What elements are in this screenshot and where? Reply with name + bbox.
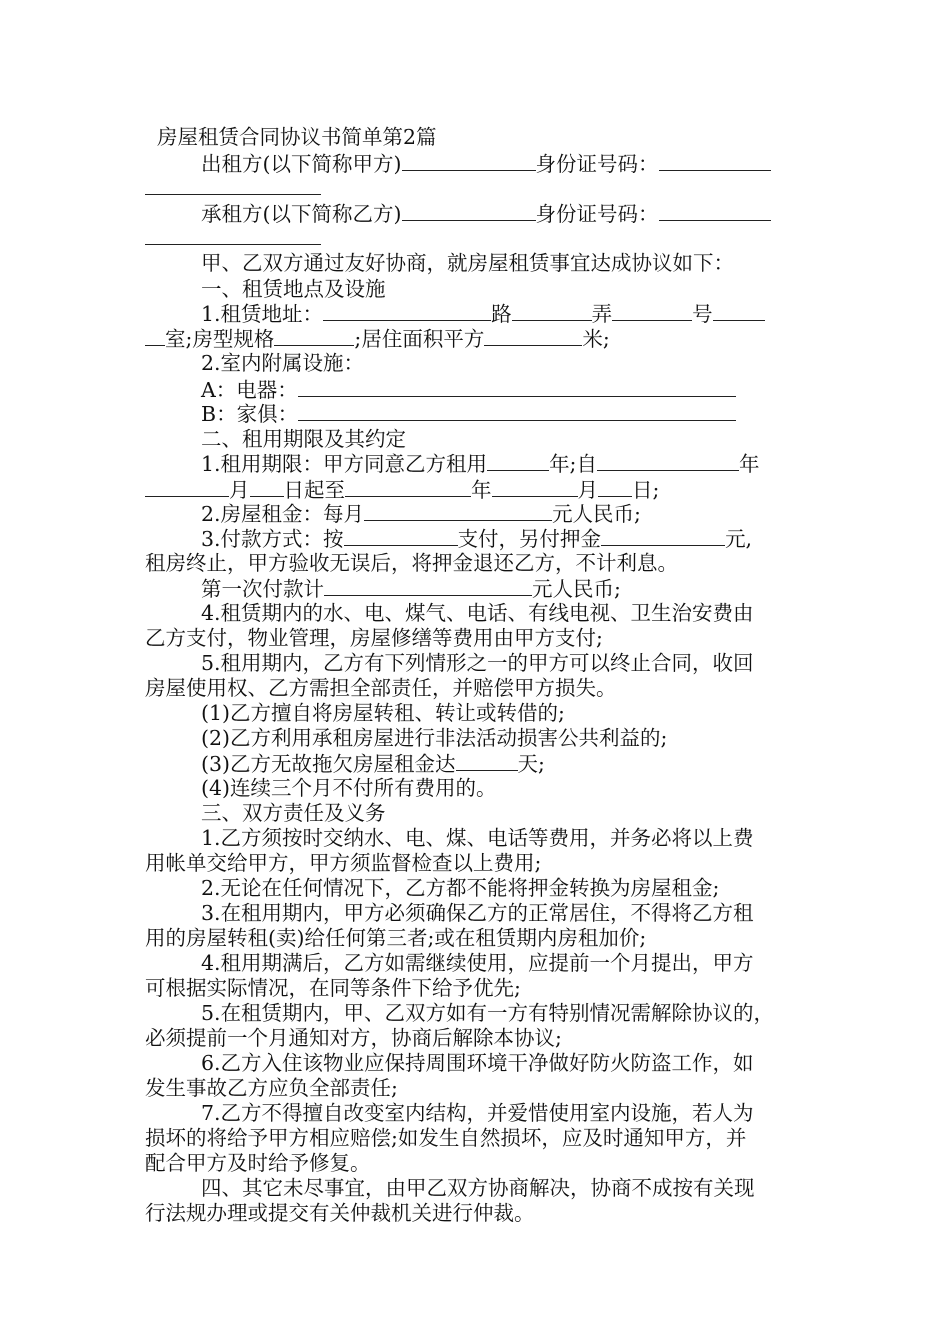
- appliance-blank: [298, 376, 736, 397]
- sub-item-1: (1)乙方擅自将房屋转租、转让或转借的;: [201, 701, 565, 725]
- lessee-id-blank-continued: [145, 244, 321, 245]
- item-5-line-1: 5.租用期内，乙方有下列情形之一的甲方可以终止合同，收回: [201, 651, 754, 675]
- rent-line: [201, 500, 641, 526]
- to-day-blank: [598, 476, 632, 497]
- area-label: ;居住面积平方: [354, 327, 485, 351]
- from-year-blank: [597, 450, 739, 471]
- road-label: 路: [491, 302, 512, 326]
- payment-line-2: 租房终止，甲方验收无误后，将押金退还乙方，不计利息。: [145, 551, 678, 575]
- duty-3-line-1: 3.在租用期内，甲方必须确保乙方的正常居住，不得将乙方租: [201, 901, 754, 925]
- section-1-heading: 一、租赁地点及设施: [201, 277, 386, 301]
- lessor-label: 出租方(以下简称甲方): [201, 152, 402, 176]
- number-blank: [713, 300, 765, 321]
- to-month-label: 月: [577, 478, 598, 502]
- section-3-heading: 三、双方责任及义务: [201, 801, 386, 825]
- address-label: 1.租赁地址：: [201, 302, 324, 326]
- duty-6-line-2: 发生事故乙方应负全部责任;: [145, 1076, 398, 1100]
- lane-blank: [612, 300, 692, 321]
- document-title: 房屋租赁合同协议书简单第2篇: [157, 125, 437, 149]
- payment-label: 3.付款方式：按: [201, 527, 344, 551]
- lessor-id-blank-continued: [145, 194, 321, 195]
- duty-5-line-1: 5.在租赁期内，甲、乙双方如有一方有特别情况需解除协议的，: [201, 1001, 775, 1025]
- deposit-unit-label: 元,: [725, 527, 753, 551]
- lane-label: 弄: [591, 302, 613, 326]
- furniture-label: B：家俱：: [201, 402, 299, 426]
- lessor-name-blank: [402, 150, 536, 171]
- term-from-label: 年;自: [549, 452, 597, 476]
- intro-paragraph: 甲、乙双方通过友好协商，就房屋租赁事宜达成协议如下：: [201, 251, 734, 275]
- to-year-blank: [345, 476, 471, 497]
- term-label: 1.租用期限：甲方同意乙方租用: [201, 452, 488, 476]
- first-payment-unit: 元人民币;: [532, 577, 621, 601]
- rent-blank: [364, 500, 552, 521]
- furniture-blank: [298, 400, 736, 421]
- item-5-line-2: 房屋使用权、乙方需担全部责任，并赔偿甲方损失。: [145, 676, 617, 700]
- first-payment-blank: [324, 575, 532, 596]
- room-label: 室;房型规格: [165, 327, 275, 351]
- term-years-blank: [487, 450, 549, 471]
- duty-4-line-1: 4.租用期满后，乙方如需继续使用，应提前一个月提出，甲方: [201, 951, 754, 975]
- room-blank: [145, 325, 165, 346]
- term-line-1: [201, 450, 759, 476]
- duty-5-line-2: 必须提前一个月通知对方，协商后解除本协议;: [145, 1026, 562, 1050]
- section-4-line-1: 四、其它未尽事宜，由甲乙双方协商解决，协商不成按有关现: [201, 1176, 755, 1200]
- sub-item-2: (2)乙方利用承租房屋进行非法活动损害公共利益的;: [201, 726, 668, 750]
- room-type-blank: [274, 325, 354, 346]
- overdue-days-blank: [456, 750, 518, 771]
- duty-3-line-2: 用的房屋转租(卖)给任何第三者;或在租赁期内房租加价;: [145, 926, 647, 950]
- item-4-line-2: 乙方支付，物业管理，房屋修缮等费用由甲方支付;: [145, 626, 603, 650]
- day-end-label: 日;: [632, 478, 660, 502]
- term-line-2: [145, 476, 659, 502]
- lessor-line: [201, 150, 771, 176]
- duty-4-line-2: 可根据实际情况，在同等条件下给予优先;: [145, 976, 521, 1000]
- deposit-label: 支付，另付押金: [457, 527, 602, 551]
- deposit-blank: [601, 525, 725, 546]
- sub-item-3: [201, 750, 545, 776]
- item-4-line-1: 4.租赁期内的水、电、煤气、电话、有线电视、卫生治安费由: [201, 601, 754, 625]
- from-day-blank: [250, 476, 284, 497]
- duty-1-line-2: 用帐单交给甲方，甲方须监督检查以上费用;: [145, 851, 542, 875]
- address-line: [201, 300, 765, 326]
- section-2-heading: 二、租用期限及其约定: [201, 427, 406, 451]
- payment-line: [201, 525, 752, 551]
- lessee-id-label: 身份证号码：: [535, 202, 659, 226]
- sub-item-3-label: (3)乙方无故拖欠房屋租金达: [201, 752, 456, 776]
- lessee-id-blank: [659, 200, 771, 221]
- meter-label: 米;: [582, 327, 610, 351]
- duty-2: 2.无论在任何情况下，乙方都不能将押金转换为房屋租金;: [201, 876, 720, 900]
- furniture-line: [201, 400, 736, 426]
- appliance-label: A：电器：: [201, 378, 298, 402]
- first-payment-line: [201, 575, 621, 601]
- duty-1-line-1: 1.乙方须按时交纳水、电、煤、电话等费用，并务必将以上费: [201, 826, 754, 850]
- first-payment-label: 第一次付款计: [201, 577, 324, 601]
- sub-item-4: (4)连续三个月不付所有费用的。: [201, 776, 497, 800]
- month-label: 月: [229, 478, 250, 502]
- duty-7-line-2: 损坏的将给予甲方相应赔偿;如发生自然损坏，应及时通知甲方，并: [145, 1126, 747, 1150]
- facilities-heading: 2.室内附属设施：: [201, 351, 365, 375]
- duty-6-line-1: 6.乙方入住该物业应保持周围环境干净做好防火防盗工作，如: [201, 1051, 754, 1075]
- rent-label: 2.房屋租金：每月: [201, 502, 365, 526]
- lessee-label: 承租方(以下简称乙方): [201, 202, 402, 226]
- from-month-blank: [145, 476, 229, 497]
- lessor-id-blank: [659, 150, 771, 171]
- section-4-line-2: 行法规办理或提交有关仲裁机关进行仲裁。: [145, 1201, 535, 1225]
- id-label: 身份证号码：: [535, 152, 659, 176]
- rent-unit-label: 元人民币;: [552, 502, 641, 526]
- area-blank: [484, 325, 582, 346]
- room-line: [145, 325, 610, 351]
- lessee-line: [201, 200, 771, 226]
- lessee-name-blank: [402, 200, 536, 221]
- appliance-line: [201, 376, 736, 402]
- duty-7-line-1: 7.乙方不得擅自改变室内结构，并爱惜使用室内设施，若人为: [201, 1101, 754, 1125]
- days-label: 天;: [517, 752, 545, 776]
- payment-method-blank: [344, 525, 458, 546]
- to-year-label: 年: [471, 478, 492, 502]
- duty-7-line-3: 配合甲方及时给予修复。: [145, 1151, 371, 1175]
- day-from-label: 日起至: [283, 478, 345, 502]
- address-blank: [323, 300, 491, 321]
- number-label: 号: [692, 302, 713, 326]
- road-blank: [512, 300, 592, 321]
- to-month-blank: [492, 476, 578, 497]
- year-label: 年: [738, 452, 760, 476]
